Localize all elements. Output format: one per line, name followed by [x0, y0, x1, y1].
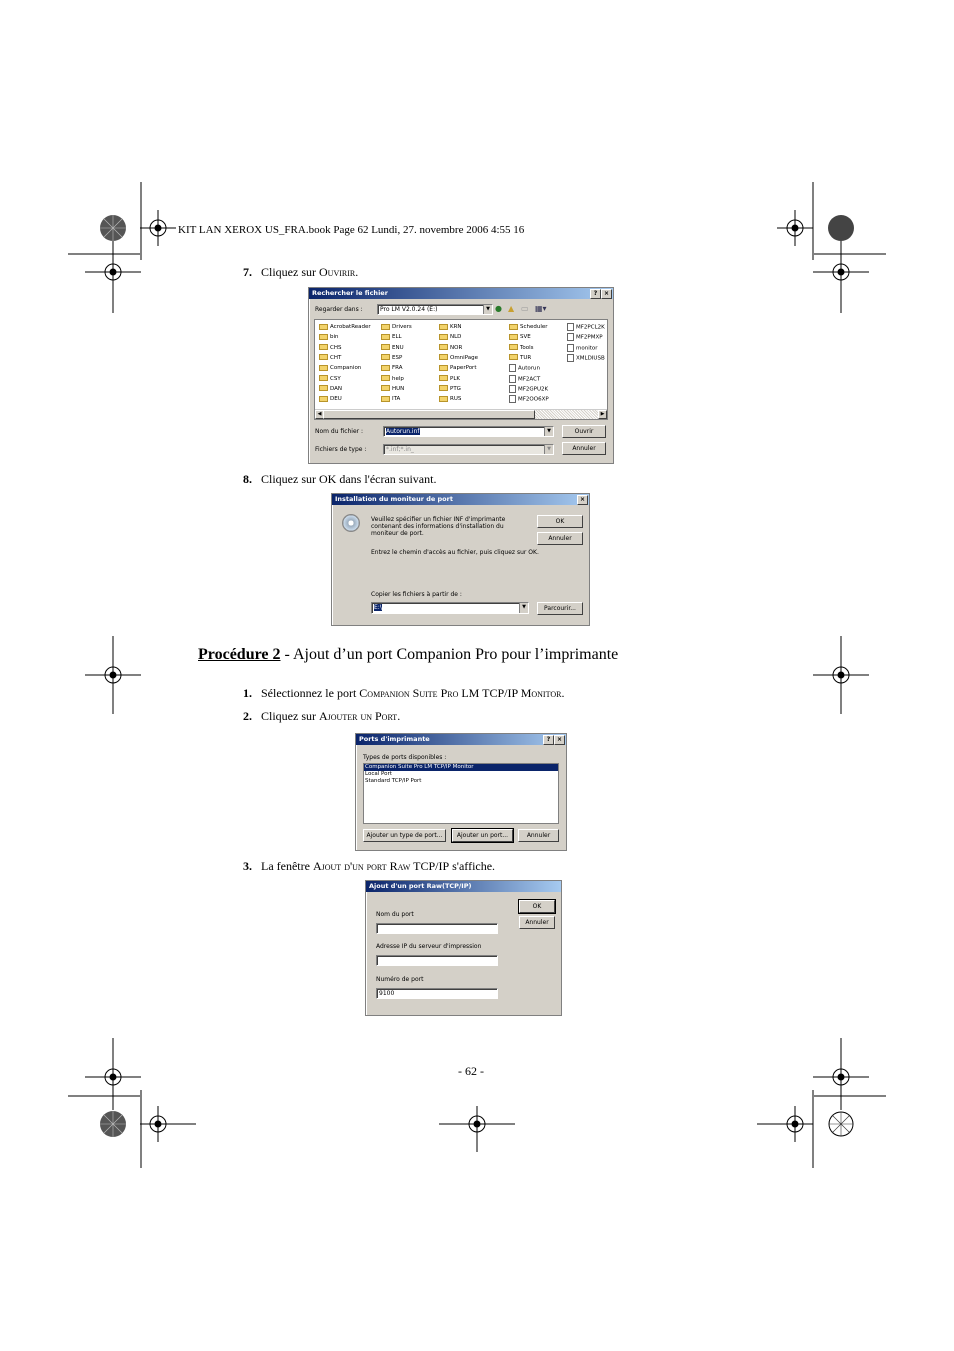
file-name: MF2ACT: [518, 376, 541, 382]
file-name: RUS: [450, 396, 462, 403]
procedure-heading: [198, 646, 618, 664]
file-list-item[interactable]: [439, 344, 462, 352]
folder-icon: [509, 324, 518, 330]
file-name: OmniPage: [450, 354, 479, 361]
folder-icon: [319, 344, 328, 350]
proc2-step-2: 2. Cliquez sur Ajouter un Port.: [243, 709, 401, 723]
step-number: 7.: [243, 265, 252, 279]
up-folder-icon[interactable]: ▲: [508, 304, 515, 313]
file-name: ENU: [392, 344, 404, 351]
folder-icon: [439, 324, 448, 330]
file-name: CHS: [330, 344, 342, 351]
proc2-step-3: 3. La fenêtre Ajout d'un port Raw TCP/IP s'affiche.: [243, 859, 496, 873]
folder-icon: [319, 354, 328, 360]
file-name: MF2GPU2K: [518, 386, 549, 393]
file-list-item[interactable]: [319, 375, 341, 383]
open-file-dialog: [308, 287, 614, 464]
list-item[interactable]: Companion Suite Pro LM TCP/IP Monitor: [364, 764, 558, 771]
chevron-down-icon: ▼: [519, 603, 528, 613]
file-list-item[interactable]: [439, 385, 461, 393]
folder-icon: [439, 365, 448, 371]
file-list-item[interactable]: [439, 323, 462, 331]
file-name: ELL: [392, 334, 402, 341]
book-header: KIT LAN XEROX US_FRA.book Page 62 Lundi, 27. novembre 2006 4:55 16: [178, 224, 525, 236]
chevron-down-icon: ▼: [544, 445, 553, 454]
file-list-item[interactable]: [567, 323, 605, 332]
folder-icon: [381, 354, 390, 360]
file-name: DEU: [330, 396, 342, 403]
ok-button[interactable]: OK: [537, 515, 583, 528]
file-name: TUR: [520, 354, 532, 361]
folder-icon: [381, 324, 390, 330]
folder-icon: [439, 375, 448, 381]
dialog-title: Rechercher le fichier: [312, 289, 388, 297]
file-list-item[interactable]: [381, 385, 404, 393]
copy-from-field[interactable]: E:\ ▼: [371, 602, 529, 614]
file-list-item[interactable]: [319, 333, 339, 341]
file-name: XMLDIUSB: [576, 355, 605, 362]
file-name: Companion: [330, 365, 362, 372]
file-icon: [567, 323, 574, 331]
file-list-item[interactable]: [509, 323, 548, 331]
folder-icon: [439, 354, 448, 360]
horizontal-scrollbar[interactable]: [315, 409, 607, 419]
dialog-title-bar: [332, 494, 589, 505]
chevron-down-icon: ▼: [483, 305, 492, 314]
printer-ports-dialog: [355, 733, 567, 851]
folder-icon: [439, 344, 448, 350]
cancel-button[interactable]: Annuler: [518, 829, 559, 842]
folder-icon: [381, 375, 390, 381]
folder-icon: [439, 334, 448, 340]
file-name: bin: [330, 334, 339, 341]
file-list-item[interactable]: [509, 333, 531, 341]
close-button[interactable]: ×: [554, 735, 565, 745]
scroll-left-icon[interactable]: ◀: [315, 410, 324, 419]
chevron-down-icon: ▼: [544, 427, 553, 436]
step-number: 2.: [243, 709, 252, 723]
close-button[interactable]: ×: [577, 495, 588, 505]
file-list-item[interactable]: [381, 364, 403, 372]
copy-from-label: Copier les fichiers à partir de :: [371, 591, 462, 598]
file-icon: [567, 354, 574, 362]
file-list-item[interactable]: [567, 354, 605, 363]
file-list-item[interactable]: [381, 333, 402, 341]
file-name: help: [392, 375, 404, 382]
scroll-thumb[interactable]: [323, 410, 535, 419]
cancel-button[interactable]: Annuler: [519, 916, 555, 929]
dialog-title-bar: [309, 288, 613, 299]
file-list-item[interactable]: [439, 364, 476, 372]
cancel-button[interactable]: Annuler: [537, 532, 583, 545]
file-icon: [567, 344, 574, 352]
file-list-item[interactable]: [509, 385, 548, 394]
file-name: ITA: [392, 396, 401, 403]
folder-icon: [319, 396, 328, 402]
filetype-dropdown[interactable]: *.inf;*.in_ ▼: [383, 444, 554, 455]
file-list-item[interactable]: [509, 344, 534, 352]
folder-icon: [439, 385, 448, 391]
help-button[interactable]: ?: [543, 735, 554, 745]
file-name: Tools: [520, 344, 534, 351]
file-list-item[interactable]: [381, 344, 404, 352]
cancel-button[interactable]: Annuler: [562, 442, 606, 455]
ok-button[interactable]: OK: [519, 900, 555, 913]
port-name-label: Nom du port: [376, 911, 414, 918]
folder-icon: [509, 354, 518, 360]
file-list-item[interactable]: [439, 333, 461, 341]
file-name: MF2OO6XP: [518, 396, 549, 403]
file-name: Autorun: [518, 365, 541, 372]
step-7: 7. Cliquez sur Ouvirir.: [243, 265, 359, 279]
file-list[interactable]: [314, 319, 608, 420]
filename-field[interactable]: Autorun.inf ▼: [383, 426, 554, 437]
folder-icon: [319, 385, 328, 391]
install-monitor-dialog: [331, 493, 590, 626]
folder-icon: [319, 324, 328, 330]
filetype-label: Fichiers de type :: [315, 446, 367, 453]
file-name: SVE: [520, 334, 531, 341]
file-icon: [509, 364, 516, 372]
folder-icon: [319, 375, 328, 381]
folder-icon: [381, 334, 390, 340]
folder-icon: [509, 344, 518, 350]
step-number: 8.: [243, 472, 252, 486]
dialog-title: Ports d'imprimante: [359, 735, 430, 743]
folder-icon: [381, 365, 390, 371]
proc2-step-1: 1. Sélectionnez le port Companion Suite Pro LM TCP/IP Monitor.: [243, 686, 565, 700]
list-item[interactable]: Local Port: [365, 771, 392, 777]
file-list-item[interactable]: [439, 354, 478, 362]
file-icon: [509, 395, 516, 403]
procedure-label: Procédure 2: [198, 646, 281, 663]
help-button[interactable]: ?: [590, 289, 601, 299]
list-item[interactable]: Standard TCP/IP Port: [365, 778, 422, 784]
filename-label: Nom du fichier :: [315, 428, 364, 435]
procedure-title: - Ajout d’un port Companion Pro pour l’imprimante: [280, 646, 619, 663]
file-list-item[interactable]: [509, 395, 549, 404]
disk-icon: [342, 514, 360, 532]
scroll-right-icon[interactable]: ▶: [598, 410, 607, 419]
folder-icon: [381, 396, 390, 402]
file-list-item[interactable]: [381, 375, 404, 383]
file-name: Drivers: [392, 324, 412, 330]
new-folder-icon[interactable]: ▭: [521, 304, 529, 313]
file-list-item[interactable]: [381, 354, 402, 362]
port-types-list[interactable]: [363, 763, 559, 824]
file-list-item[interactable]: [567, 344, 598, 353]
step-number: 1.: [243, 686, 252, 700]
add-port-type-button[interactable]: Ajouter un type de port...: [363, 829, 446, 842]
file-list-item[interactable]: [509, 354, 531, 362]
file-name: ESP: [392, 354, 403, 361]
add-port-button[interactable]: Ajouter un port...: [452, 829, 513, 842]
port-number-field[interactable]: 9100: [376, 988, 498, 999]
file-list-item[interactable]: [319, 323, 371, 331]
folder-icon: [381, 385, 390, 391]
lookin-label: Regarder dans :: [315, 306, 363, 313]
file-name: AcrobatReader: [330, 324, 371, 330]
file-icon: [509, 385, 516, 393]
file-list-item[interactable]: [319, 364, 361, 372]
dialog-title: Ajout d'un port Raw(TCP/IP): [369, 882, 472, 890]
add-raw-port-dialog: [365, 880, 562, 1016]
file-name: CSY: [330, 375, 341, 382]
ip-address-field[interactable]: [376, 955, 498, 966]
file-name: FRA: [392, 365, 403, 372]
lookin-dropdown[interactable]: Pro LM V2.0.24 (E:) ▼: [377, 304, 493, 315]
file-icon: [567, 333, 574, 341]
folder-icon: [381, 344, 390, 350]
browse-button[interactable]: Parcourir...: [537, 602, 583, 615]
folder-icon: [509, 334, 518, 340]
file-list-item[interactable]: [319, 395, 342, 403]
file-name: NLD: [450, 334, 462, 341]
file-icon: [509, 375, 516, 383]
file-list-item[interactable]: [319, 385, 342, 393]
folder-icon: [319, 365, 328, 371]
file-name: PLK: [450, 375, 460, 382]
dialog-title: Installation du moniteur de port: [335, 495, 453, 503]
port-name-field[interactable]: [376, 923, 498, 934]
file-name: MF2PMXP: [576, 334, 603, 341]
dialog-title-bar: [356, 734, 566, 745]
file-name: Scheduler: [520, 324, 548, 330]
file-name: KRN: [450, 324, 462, 330]
page-number: - 62 -: [458, 1064, 484, 1078]
file-list-item[interactable]: [381, 323, 412, 331]
file-name: CHT: [330, 354, 342, 361]
file-list-item[interactable]: [567, 333, 603, 342]
file-list-item[interactable]: [439, 375, 460, 383]
file-name: DAN: [330, 385, 343, 392]
dialog-title-bar: [366, 881, 561, 892]
file-list-item[interactable]: [509, 364, 540, 373]
folder-icon: [439, 396, 448, 402]
file-name: NOR: [450, 344, 463, 351]
file-name: HUN: [392, 385, 405, 392]
file-list-item[interactable]: [319, 344, 341, 352]
file-list-item[interactable]: [509, 375, 540, 384]
file-name: PaperPort: [450, 365, 477, 372]
ip-address-label: Adresse IP du serveur d'impression: [376, 943, 482, 950]
file-name: PTG: [450, 385, 461, 392]
file-list-item[interactable]: [439, 395, 461, 403]
step-number: 3.: [243, 859, 252, 873]
open-button[interactable]: Ouvrir: [562, 425, 606, 438]
install-instruction: Entrez le chemin d'accès au fichier, puis cliquez sur OK.: [371, 549, 539, 556]
file-list-item[interactable]: [319, 354, 341, 362]
close-button[interactable]: ×: [601, 289, 612, 299]
install-message: Veuillez spécifier un fichier INF d'imprimante contenant des informations d'installation du moniteur de port.: [371, 516, 506, 537]
port-number-label: Numéro de port: [376, 976, 424, 983]
port-types-label: Types de ports disponibles :: [363, 754, 447, 761]
folder-icon: [319, 334, 328, 340]
file-name: monitor: [576, 345, 598, 352]
view-menu-icon[interactable]: ▦▾: [535, 304, 547, 313]
step-8: 8. Cliquez sur OK dans l'écran suivant.: [243, 472, 437, 486]
file-name: MF2PCL2K: [576, 324, 605, 331]
file-list-item[interactable]: [381, 395, 400, 403]
back-icon[interactable]: ●: [495, 304, 502, 313]
